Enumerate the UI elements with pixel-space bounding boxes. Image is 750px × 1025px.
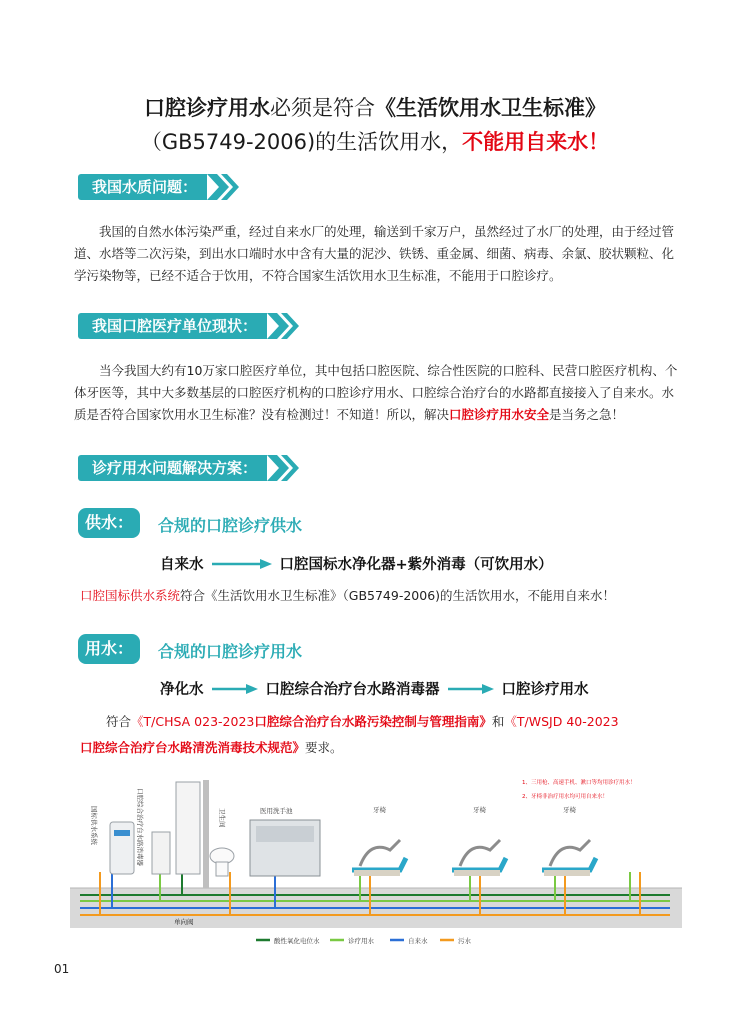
label-disinfector: 口腔综合治疗台水路消毒器 — [136, 788, 144, 866]
flow-target: 口腔国标水净化器+紫外消毒（可饮用水） — [279, 557, 553, 573]
svg-text:牙椅: 牙椅 — [473, 806, 486, 814]
chevron-double-icon — [267, 313, 303, 339]
use-note-line-2: 口腔综合治疗台水路清洗消毒技术规范》要求。 — [80, 740, 343, 755]
svg-text:牙椅: 牙椅 — [563, 806, 576, 814]
headline-normal: 必须是符合 — [270, 96, 375, 120]
headline-bold: 口腔诊疗用水 — [144, 96, 270, 120]
svg-text:自来水: 自来水 — [408, 937, 428, 945]
supply-system-unit — [110, 822, 134, 874]
headline-warning: 不能用自来水！ — [462, 130, 610, 154]
supply-note: 口腔国标供水系统符合《生活饮用水卫生标准》（GB5749-2006)的生活饮用水，不能用自来水！ — [80, 588, 616, 603]
diagram-note-1: 1、三用枪、高速手机、漱口等均用诊疗用水！ — [522, 780, 636, 786]
label-toilet: 卫生间 — [218, 808, 226, 828]
disinfector-unit — [152, 832, 170, 874]
diagram-note-2: 2、牙椅非治疗用水均可用自来水！ — [522, 794, 609, 800]
section-banner-water-quality — [78, 174, 243, 200]
section1-paragraph: 我国的自然水体污染严重，经过自来水厂的处理，输送到千家万户，虽然经过了水厂的处理，由于经过管道、水塔等二次污染，到出水口端时水中含有大量的泥沙、铁锈、重金属、细菌、病毒、余氯、胶状颗粒、化学污染物等，已经不适合于饮用，不符合国家生活饮用水卫生标准，不能用于口腔诊疗。 — [74, 224, 675, 283]
section2-paragraph: 当今我国大约有10万家口腔医疗单位，其中包括口腔医院、综合性医院的口腔科、民营口腔医疗机构、个体牙医等，其中大多数基层的口腔医疗机构的口腔诊疗用水、口腔综合治疗台的水路都直接接入了自来水。水质是否符合国家饮用水卫生标准？没有检测过！不知道！所以，解决口腔诊疗用水安全是当务之急！ — [74, 363, 678, 422]
use-tag: 用水： — [78, 634, 140, 664]
headline-gb: （GB5749-2006)的生活饮用水， — [140, 130, 463, 154]
supply-title: 合规的口腔诊疗供水 — [158, 516, 303, 535]
section-title: 诊疗用水问题解决方案： — [78, 455, 267, 481]
chevron-double-icon — [207, 174, 243, 200]
flow-step-3: 口腔诊疗用水 — [501, 682, 589, 698]
dental-chair-2 — [452, 805, 506, 876]
section-title: 我国水质问题： — [78, 174, 207, 200]
diagram-legend — [256, 936, 472, 945]
use-note-line-1: 符合《T/CHSA 023-2023口腔综合治疗台水路污染控制与管理指南》和《T/WSJD 40-2023 — [106, 714, 619, 729]
use-title: 合规的口腔诊疗用水 — [158, 642, 303, 661]
headline-line-1 — [0, 92, 750, 122]
svg-text:污水: 污水 — [458, 937, 471, 945]
section-banner-solution — [78, 455, 303, 481]
flow-step-1: 净化水 — [160, 682, 204, 698]
headline-standard: 《生活饮用水卫生标准》 — [375, 96, 606, 120]
water-system-diagram — [70, 770, 682, 950]
cabinet-unit — [176, 782, 200, 874]
svg-text:诊疗用水: 诊疗用水 — [348, 937, 374, 945]
dental-chair-3 — [542, 805, 596, 876]
label-supply-system: 国标供水系统 — [90, 806, 98, 845]
supply-tag: 供水： — [78, 508, 140, 538]
svg-text:酸性氧化电位水: 酸性氧化电位水 — [274, 937, 320, 945]
supply-flow — [160, 553, 553, 574]
headline-line-2 — [0, 126, 750, 156]
section-title: 我国口腔医疗单位现状： — [78, 313, 267, 339]
page-number: 01 — [54, 962, 70, 976]
flow-source: 自来水 — [160, 557, 204, 573]
label-sink: 医用洗手池 — [260, 807, 293, 815]
label-valve: 单向阀 — [174, 918, 194, 926]
svg-text:牙椅: 牙椅 — [373, 806, 386, 814]
arrow-right-icon — [448, 683, 494, 695]
section-banner-status — [78, 313, 303, 339]
arrow-right-icon — [212, 683, 258, 695]
arrow-right-icon — [212, 558, 272, 570]
chevron-double-icon — [267, 455, 303, 481]
use-flow — [160, 678, 589, 699]
dental-chair-1 — [352, 805, 406, 876]
flow-step-2: 口腔综合治疗台水路消毒器 — [265, 682, 440, 698]
